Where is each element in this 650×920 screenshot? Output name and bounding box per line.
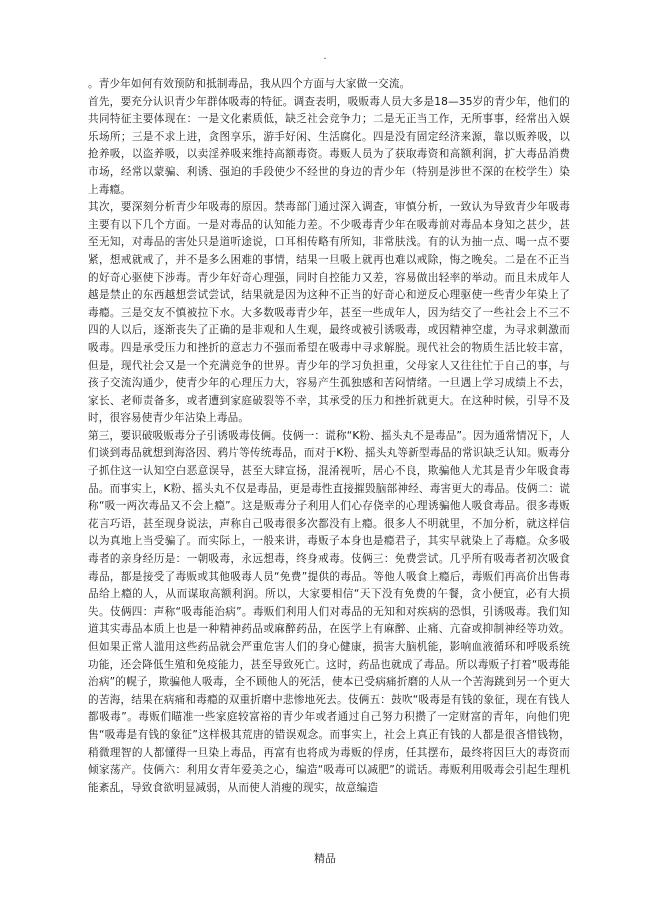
paragraph-first-point: 首先，要充分认识青少年群体吸毒的特征。调查表明，吸贩毒人员大多是18—35岁的青少年，他们的共同特征主要体现在：一是文化素质低，缺乏社会竞争力；二是无正当工作，无所事事，经常出入娱乐场所；三是不求上进，贪图享乐，游手好闲、生活腐化。四是没有固定经济来源，靠以贩养吸，以抢养吸，以盗养吸，以卖淫养吸来维持高额毒资。毒贩人员为了获取毒资和高额利润，扩大毒品消费市场，经常以蒙骗、利诱、强迫的手段使少不经世的身边的青少年（特别是涉世不深的在校学生）染上毒瘾。 [88,95,570,196]
document-body [88,76,570,797]
paragraph-second-point: 其次，要深刻分析青少年吸毒的原因。禁毒部门通过深入调查，审慎分析，一致认为导致青少年吸毒主要有以下几个方面。一是对毒品的认知能力差。不少吸毒青少年在吸毒前对毒品本身知之甚少，甚至无知，对毒品的害处只是道听途说，口耳相传略有所知，非常肤浅。有的认为抽一点、喝一点不要紧，想戒就戒了，并不是多么困难的事情，结果一旦吸上就再也难以戒除，悔之晚矣。二是在不正当的好奇心驱使下涉毒。青少年好奇心理强，同时自控能力又差，容易做出轻率的举动。而且未成年人越是禁止的东西越想尝试尝试，结果就是因为这种不正当的好奇心和逆反心理驱使一些青少年染上了毒瘾。三是交友不慎被拉下水。大多数吸毒青少年，甚至一些成年人，因为结交了一些社会上不三不四的人以后，逐渐丧失了正确的是非观和人生观，最终或被引诱吸毒，或因精神空虚，为寻求刺激而吸毒。四是承受压力和挫折的意志力不强而希望在吸毒中寻求解脱。现代社会的物质生活比较丰富，但是，现代社会又是一个充满竞争的世界。青少年的学习负担重，父母家人又往往忙于自己的事，与孩子交流沟通少，使青少年的心理压力大，容易产生孤独感和苦闷情绪。一旦遇上学习成绩上不去，家长、老师责备多，或者遭到家庭破裂等不幸，其承受的压力和挫折就更大。在这种时候，引导不及时，很容易使青少年沾染上毒品。 [88,201,570,425]
footer-label: 精品 [314,852,336,865]
paragraph-intro: 。青少年如何有效预防和抵制毒品，我从四个方面与大家做一交流。 [88,78,411,90]
header-mark: . [323,49,327,62]
paragraph-third-point: 第三，要识破吸贩毒分子引诱吸毒伎俩。伎俩一：谎称“K粉、摇头丸不是毒品”。因为通常情况下，人们谈到毒品就想到海洛因、鸦片等传统毒品，而对于K粉、摇头丸等新型毒品的常识缺乏认知。贩毒分子抓住这一认知空白恶意误导，甚至大肆宣扬，混淆视听，居心不良，欺骗他人尤其是青少年吸食毒品。而事实上，K粉、摇头丸不仅是毒品，更是毒性直接摧毁脑部神经、毒害更大的毒品。伎俩二：谎称“吸一两次毒品又不会上瘾”。这是贩毒分子利用人们心存侥幸的心理诱骗他人吸食毒品。很多毒贩花言巧语，甚至现身说法，声称自己吸毒很多次都没有上瘾。很多人不明就里，不加分析，就这样信以为真地上当受骗了。而实际上，一般来讲，毒贩子本身也是瘾君子，其实早就染上了毒瘾。众多吸毒者的亲身经历是：一朝吸毒，永远想毒，终身戒毒。伎俩三：免费尝试。几乎所有吸毒者初次吸食毒品，都是接受了毒贩或其他吸毒人员“免费”提供的毒品。等他人吸食上瘾后，毒贩们再高价出售毒品给上瘾的人，从而谋取高额利润。所以，大家要相信“天下没有免费的午餐，贪小便宜，必有大损失。伎俩四：声称“吸毒能治病”。毒贩们利用人们对毒品的无知和对疾病的恐惧，引诱吸毒。我们知道其实毒品本质上也是一种精神药品或麻醉药品，在医学上有麻醉、止痛、亢奋或抑制神经等功效。但如果正常人滥用这些药品就会严重危害人们的身心健康，损害大脑机能，影响血液循环和呼吸系统功能，还会降低生殖和免疫能力，甚至导致死亡。这时，药品也就成了毒品。所以毒贩子打着“吸毒能治病”的幌子，欺骗他人吸毒，全不顾他人的死活，使本已受病痛折磨的人从一个苦海跳到另一个更大的苦海，结果在病痛和毒瘾的双重折磨中悲惨地死去。伎俩五：鼓吹“吸毒是有钱的象征，现在有钱人都吸毒”。毒贩们瞄准一些家庭较富裕的青少年或者通过自己努力积攒了一定财富的青年，向他们兜售“吸毒是有钱的象征”这样极其荒唐的错误观念。而事实上，社会上真正有钱的人都是很吝惜钱物，稍微理智的人都懂得一旦染上毒品，再富有也将成为毒贩的俘虏，任其摆布，最终将因巨大的毒资而倾家荡产。伎俩六：利用女青年爱美之心，编造“吸毒可以减肥”的谎话。毒贩利用吸毒会引起生理机能紊乱，导致食欲明显减弱，从而使人消瘦的现实，故意编造 [88,429,570,794]
